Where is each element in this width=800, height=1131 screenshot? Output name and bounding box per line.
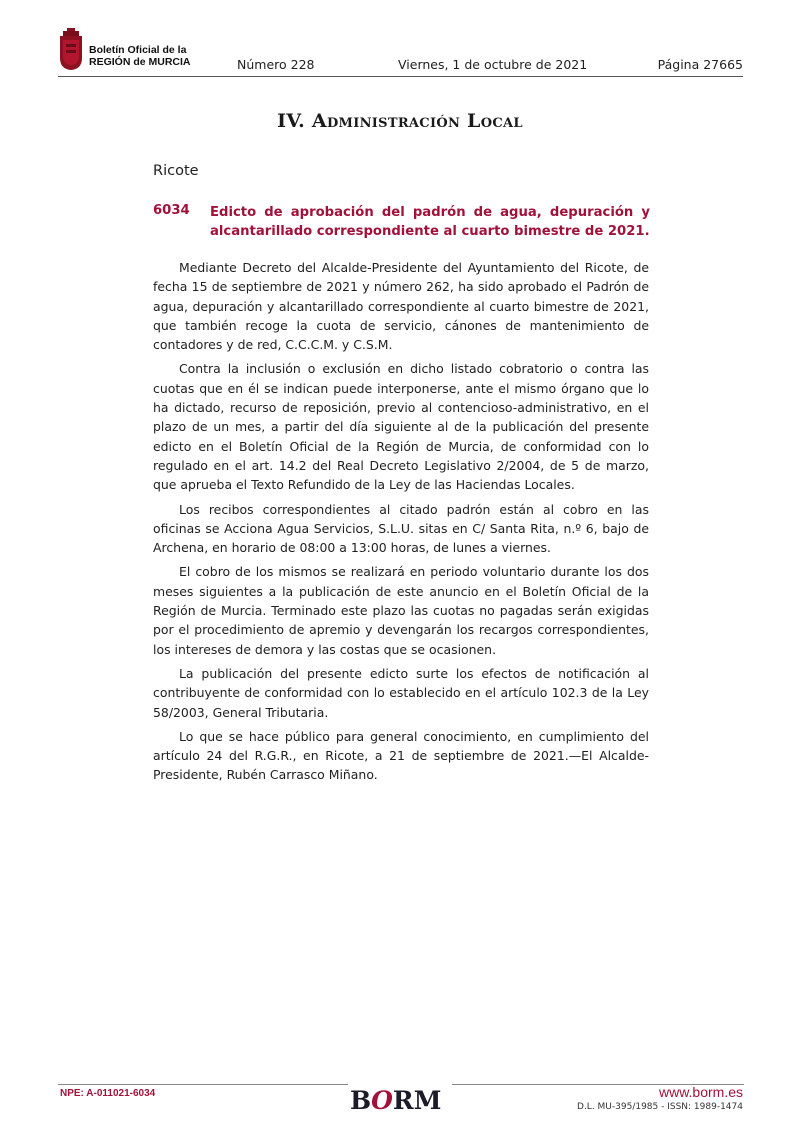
body-paragraph: Lo que se hace público para general conocimiento, en cumplimiento del artículo 24 del R.G.R., en Ricote, a 21 de septiembre de 2021.—El Alcalde-Presidente, Rubén Carrasco Miñano. bbox=[153, 728, 649, 783]
section-title: IV. Administración Local bbox=[277, 110, 523, 132]
body-paragraph: Contra la inclusión o exclusión en dicho listado cobratorio o contra las cuotas que en él se indican puede interponerse, ante el mismo órgano que lo ha dictado, recurso de reposición, previo al contencioso-administrativo, en el plazo de un mes, a partir del día siguiente al de la publicación del presente edicto en el Boletín Oficial de la Región de Murcia, de conformidad con lo regulado en el art. 14.2 del Real Decreto Legislativo 2/2004, de 5 de marzo, que aprueba el Texto Refundido de la Ley de las Haciendas Locales. bbox=[153, 361, 649, 493]
issue-date: Viernes, 1 de octubre de 2021 bbox=[398, 57, 588, 72]
issue-number: Número 228 bbox=[237, 57, 315, 72]
body-paragraph: Mediante Decreto del Alcalde-Presidente del Ayuntamiento del Ricote, de fecha 15 de septiembre de 2021 y número 262, ha sido aprobado el Padrón de agua, depuración y alcantarillado correspondiente al cuarto bimestre de 2021, que también recoge la cuota de servicio, cánones de mantenimiento de contadores y de red, C.C.C.M. y C.S.M. bbox=[153, 260, 649, 353]
legal-deposit: D.L. MU-395/1985 - ISSN: 1989-1474 bbox=[577, 1102, 743, 1112]
footer-divider-left bbox=[58, 1084, 348, 1085]
page-number: Página 27665 bbox=[657, 57, 743, 72]
edict-title: Edicto de aprobación del padrón de agua, depuración y alcantarillado correspondiente al cuarto bimestre de 2021. bbox=[210, 205, 650, 239]
municipality-name: Ricote bbox=[153, 163, 199, 179]
npe-code: NPE: A-011021-6034 bbox=[60, 1088, 156, 1099]
edict-number: 6034 bbox=[153, 203, 190, 218]
brand-line-2: REGIÓN de MURCIA bbox=[89, 56, 191, 68]
borm-logo bbox=[350, 1086, 441, 1115]
region-coat-of-arms-icon bbox=[58, 27, 84, 71]
body-paragraph: La publicación del presente edicto surte los efectos de notificación al contribuyente de conformidad con lo establecido en el artículo 102.3 de la Ley 58/2003, General Tributaria. bbox=[153, 665, 649, 720]
body-paragraph: Los recibos correspondientes al citado padrón están al cobro en las oficinas se Acciona Agua Servicios, S.L.U. sitas en C/ Santa Rita, n.º 6, bajo de Archena, en horario de 08:00 a 13:00 horas, de lunes a viernes. bbox=[153, 501, 649, 556]
logo-letter-o: O bbox=[371, 1086, 393, 1115]
logo-letters-rm: RM bbox=[392, 1086, 442, 1115]
brand-name bbox=[89, 44, 191, 68]
edict-body bbox=[153, 258, 649, 790]
header-divider bbox=[58, 76, 743, 77]
body-paragraph: El cobro de los mismos se realizará en periodo voluntario durante los dos meses siguientes a la publicación de este anuncio en el Boletín Oficial de la Región de Murcia. Terminado este plazo las cuotas no pagadas serán exigidas por el procedimiento de apremio y devengarán los recargos correspondientes, los intereses de demora y las costas que se ocasionen. bbox=[153, 564, 649, 657]
website-link[interactable]: www.borm.es bbox=[658, 1084, 743, 1100]
brand-line-1: Boletín Oficial de la bbox=[89, 44, 187, 56]
logo-letter-b: B bbox=[350, 1086, 372, 1115]
